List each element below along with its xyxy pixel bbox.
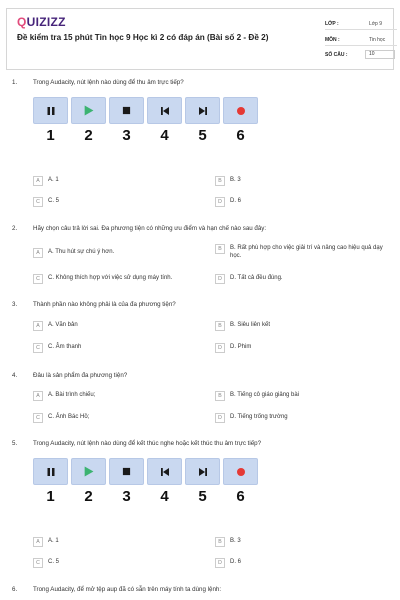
pause-icon	[46, 106, 56, 116]
option-letter: B	[215, 391, 225, 401]
option-letter: C	[33, 413, 43, 423]
option-letter: D	[215, 197, 225, 207]
pause-button-image	[33, 97, 68, 124]
option-letter: C	[33, 274, 43, 284]
toolbar-label: 5	[198, 488, 207, 505]
toolbar-label: 5	[198, 127, 207, 144]
skip-forward-button-image	[185, 97, 220, 124]
option-letter: D	[215, 343, 225, 353]
question-text: Trong Audacity, nút lệnh nào dùng để thu âm trực tiếp?	[33, 79, 184, 86]
toolbar-label: 6	[236, 127, 245, 144]
record-icon	[236, 106, 246, 116]
toolbar-label: 3	[122, 488, 131, 505]
option-letter: B	[215, 537, 225, 547]
option-letter: C	[33, 343, 43, 353]
pause-button-image	[33, 458, 68, 485]
question-number: 1.	[12, 79, 18, 86]
meta-label: SỐ CÂU :	[325, 52, 348, 58]
toolbar-number-labels	[33, 488, 261, 506]
question-text: Thành phần nào không phải là của đa phương tiện?	[33, 301, 176, 308]
question-number: 3.	[12, 301, 18, 308]
meta-label: MÔN :	[325, 37, 340, 43]
option-text: D. Tất cả đều đúng.	[230, 275, 283, 281]
skip-back-button-image	[147, 458, 182, 485]
option-text: C. Âm thanh	[48, 344, 82, 350]
stop-button-image	[109, 97, 144, 124]
meta-divider	[325, 45, 397, 46]
toolbar-label: 2	[84, 488, 93, 505]
audacity-toolbar-image	[33, 97, 261, 124]
worksheet-title: Đề kiểm tra 15 phút Tin học 9 Học kì 2 có đáp án (Bài số 2 - Đề 2)	[17, 33, 269, 42]
option-letter: C	[33, 197, 43, 207]
option-text: C. Không thích hợp với việc sử dụng máy tính.	[48, 275, 173, 281]
skip-forward-icon	[198, 467, 208, 477]
option-text: A. Bài trình chiếu;	[48, 392, 96, 398]
option-text: A. Văn bản	[48, 322, 78, 328]
stop-icon	[122, 467, 131, 476]
option-letter: B	[215, 321, 225, 331]
toolbar-number-labels	[33, 127, 261, 145]
worksheet-header	[6, 8, 394, 70]
pause-icon	[46, 467, 56, 477]
question-number: 5.	[12, 440, 18, 447]
option-letter: B	[215, 244, 225, 254]
option-letter: B	[215, 176, 225, 186]
play-button-image	[71, 458, 106, 485]
record-button-image	[223, 458, 258, 485]
skip-back-icon	[160, 106, 170, 116]
option-text: C. 5	[48, 559, 60, 565]
toolbar-label: 3	[122, 127, 131, 144]
option-letter: D	[215, 274, 225, 284]
option-letter: A	[33, 176, 43, 186]
option-letter: D	[215, 413, 225, 423]
option-letter: D	[215, 558, 225, 568]
option-text: A. Thu hút sự chú ý hơn.	[48, 249, 115, 255]
option-letter: C	[33, 558, 43, 568]
record-button-image	[223, 97, 258, 124]
question-text: Hãy chọn câu trả lời sai. Đa phương tiện có những ưu điểm và hạn chế nào sau đây:	[33, 225, 267, 232]
question-text: Đâu là sản phẩm đa phương tiện?	[33, 372, 128, 379]
toolbar-label: 4	[160, 488, 169, 505]
option-letter: A	[33, 248, 43, 258]
toolbar-label: 2	[84, 127, 93, 144]
option-text: B. 3	[230, 538, 241, 544]
option-letter: A	[33, 391, 43, 401]
meta-label: LỚP :	[325, 21, 339, 27]
meta-divider	[325, 29, 397, 30]
option-text: B. Rất phù hợp cho việc giải trí và nâng cao hiệu quả dạy học.	[230, 245, 383, 259]
quizizz-logo: QUIZIZZ	[17, 15, 66, 29]
toolbar-label: 1	[46, 127, 55, 144]
skip-forward-icon	[198, 106, 208, 116]
option-text: D. Tiếng trống trường	[230, 414, 288, 420]
option-letter: A	[33, 537, 43, 547]
toolbar-label: 4	[160, 127, 169, 144]
option-text: D. Phim	[230, 344, 252, 350]
skip-forward-button-image	[185, 458, 220, 485]
meta-value: Tin học	[369, 37, 386, 43]
option-text: D. 6	[230, 559, 242, 565]
question-number: 6.	[12, 586, 18, 593]
stop-icon	[122, 106, 131, 115]
option-text: D. 6	[230, 198, 242, 204]
play-icon	[83, 105, 94, 116]
option-text: B. 3	[230, 177, 241, 183]
meta-value: Lớp 9	[369, 21, 383, 27]
option-letter: A	[33, 321, 43, 331]
question-number: 2.	[12, 225, 18, 232]
option-text: C. 5	[48, 198, 60, 204]
play-button-image	[71, 97, 106, 124]
toolbar-label: 6	[236, 488, 245, 505]
toolbar-label: 1	[46, 488, 55, 505]
skip-back-icon	[160, 467, 170, 477]
question-number: 4.	[12, 372, 18, 379]
play-icon	[83, 466, 94, 477]
option-text: B. Tiếng cô giáo giảng bài	[230, 392, 300, 398]
stop-button-image	[109, 458, 144, 485]
meta-value: 10	[365, 50, 395, 59]
option-text: A. 1	[48, 177, 59, 183]
option-text: B. Siêu liên kết	[230, 322, 271, 328]
skip-back-button-image	[147, 97, 182, 124]
question-text: Trong Audacity, nút lệnh nào dùng để kết thúc nghe hoặc kết thúc thu âm trực tiếp?	[33, 440, 262, 447]
question-text: Trong Audacity, để mở tệp aup đã có sẵn trên máy tính ta dùng lệnh:	[33, 586, 222, 593]
option-text: A. 1	[48, 538, 59, 544]
record-icon	[236, 467, 246, 477]
option-text: C. Ảnh Bác Hồ;	[48, 414, 90, 420]
audacity-toolbar-image	[33, 458, 261, 485]
